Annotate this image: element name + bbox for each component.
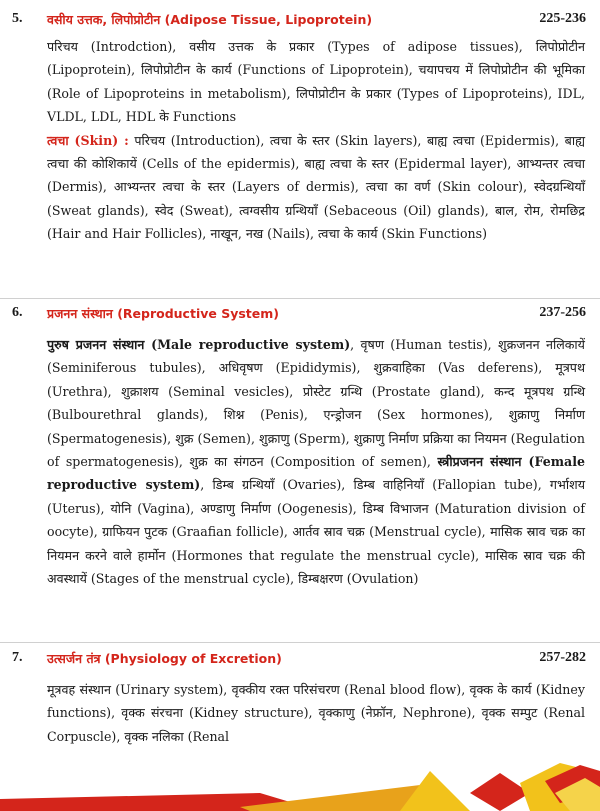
divider <box>0 642 600 643</box>
chapter-title: वसीय उत्तक, लिपोप्रोटीन (Adipose Tissue, Lipoprotein) <box>47 12 373 27</box>
chapter-page-range: 237-256 <box>539 305 586 320</box>
chapter-title: उत्सर्जन तंत्र (Physiology of Excretion) <box>47 651 282 666</box>
chapter-6 <box>0 305 600 590</box>
paragraph: मूत्रवह संस्थान (Urinary system), वृक्कीय रक्त परिसंचरण (Renal blood flow), वृक्क के कार्य (Kidney functions), वृक्क संरचना (Kidney structure), वृक्काणु (नेफ्रॉन, Nephrone), वृक्क सम्पुट (Renal Corpuscle), वृक्क नलिका (Renal <box>47 682 585 744</box>
footer-decoration <box>0 763 600 811</box>
chapter-body <box>47 333 585 590</box>
paragraph-text: परिचय (Introduction), त्वचा के स्तर (Skin layers), बाह्य त्वचा (Epidermis), बाह्य त्वचा की कोशिकायें (Cells of the epidermis), बाह्य त्वचा के स्तर (Epidermal layer), आभ्यन्तर त्वचा (Dermis), आभ्यन्तर त्वचा के स्तर (Layers of dermis), त्वचा का वर्ण (Skin colour), स्वेदग्रन्थियाँ (Sweat glands), स्वेद (Sweat), त्वग्वसीय ग्रन्थियाँ (Sebaceous (Oil) glands), बाल, रोम, रोमछिद्र (Hair and Hair Follicles), नाखून, नख (Nails), त्वचा के कार्य (Skin Functions) <box>47 132 585 242</box>
chapter-number: 7. <box>12 650 23 665</box>
chapter-body <box>47 35 585 246</box>
section-label: स्त्रीप्रजनन संस्थान (Female reproductive system) <box>47 454 585 493</box>
chapter-title: प्रजनन संस्थान (Reproductive System) <box>47 306 279 321</box>
chapter-page-range: 225-236 <box>539 11 586 26</box>
paragraph: परिचय (Introdction), वसीय उत्तक के प्रकार (Types of adipose tissues), लिपोप्रोटीन (Lipoprotein), लिपोप्रोटीन के कार्य (Functions of Lipoprotein), चयापचय में लिपोप्रोटीन की भूमिका (Role of Lipoproteins in metabolism), लिपोप्रोटीन के प्रकार (Types of Lipoproteins), IDL, VLDL, LDL, HDL के Functions <box>47 39 585 125</box>
subtopic-label: त्वचा (Skin) : <box>47 132 129 148</box>
paragraph <box>47 333 585 590</box>
chapter-page-range: 257-282 <box>539 650 586 665</box>
section-label: पुरुष प्रजनन संस्थान (Male reproductive system) <box>47 337 351 352</box>
paragraph-text: , डिम्ब ग्रन्थियाँ (Ovaries), डिम्ब वाहिनियाँ (Fallopian tube), गर्भाशय (Uterus), योनि (Vagina), अण्डाणु निर्माण (Oogenesis), डिम्ब विभाजन (Maturation division of oocyte), ग्राफियन पुटक (Graafian follicle), आर्तव स्राव चक्र (Menstrual cycle), मासिक स्राव चक्र का नियमन करने वाले हार्मोन (Hormones that regulate the menstrual cycle), मासिक स्राव चक्र की अवस्थायें (Stages of the menstrual cycle), डिम्बक्षरण (Ovulation) <box>47 477 585 587</box>
chapter-number: 6. <box>12 305 23 320</box>
chapter-number: 5. <box>12 11 23 26</box>
chapter-5 <box>0 11 600 246</box>
chapter-heading <box>0 305 600 327</box>
chapter-heading <box>0 650 600 672</box>
paragraph <box>47 129 585 246</box>
paragraph-text: , वृषण (Human testis), शुक्रजनन नलिकायें (Seminiferous tubules), अधिवृषण (Epididymis), शुक्रवाहिका (Vas deferens), मूत्रपथ (Urethra), शुक्राशय (Seminal vesicles), प्रोस्टेट ग्रन्थि (Prostate gland), कन्द मूत्रपथ ग्रन्थि (Bulbourethral glands), शिश्न (Penis), एन्ड्रोजन (Sex hormones), शुक्राणु निर्माण (Spermatogenesis), शुक्र (Semen), शुक्राणु (Sperm), शुक्राणु निर्माण प्रक्रिया का नियमन (Regulation of spermatogenesis), शुक्र का संगठन (Composition of semen), <box>47 337 585 470</box>
chapter-body <box>47 678 585 748</box>
chapter-7 <box>0 650 600 748</box>
divider <box>0 298 600 299</box>
chapter-heading <box>0 11 600 33</box>
footer-red-diamond <box>470 773 530 811</box>
